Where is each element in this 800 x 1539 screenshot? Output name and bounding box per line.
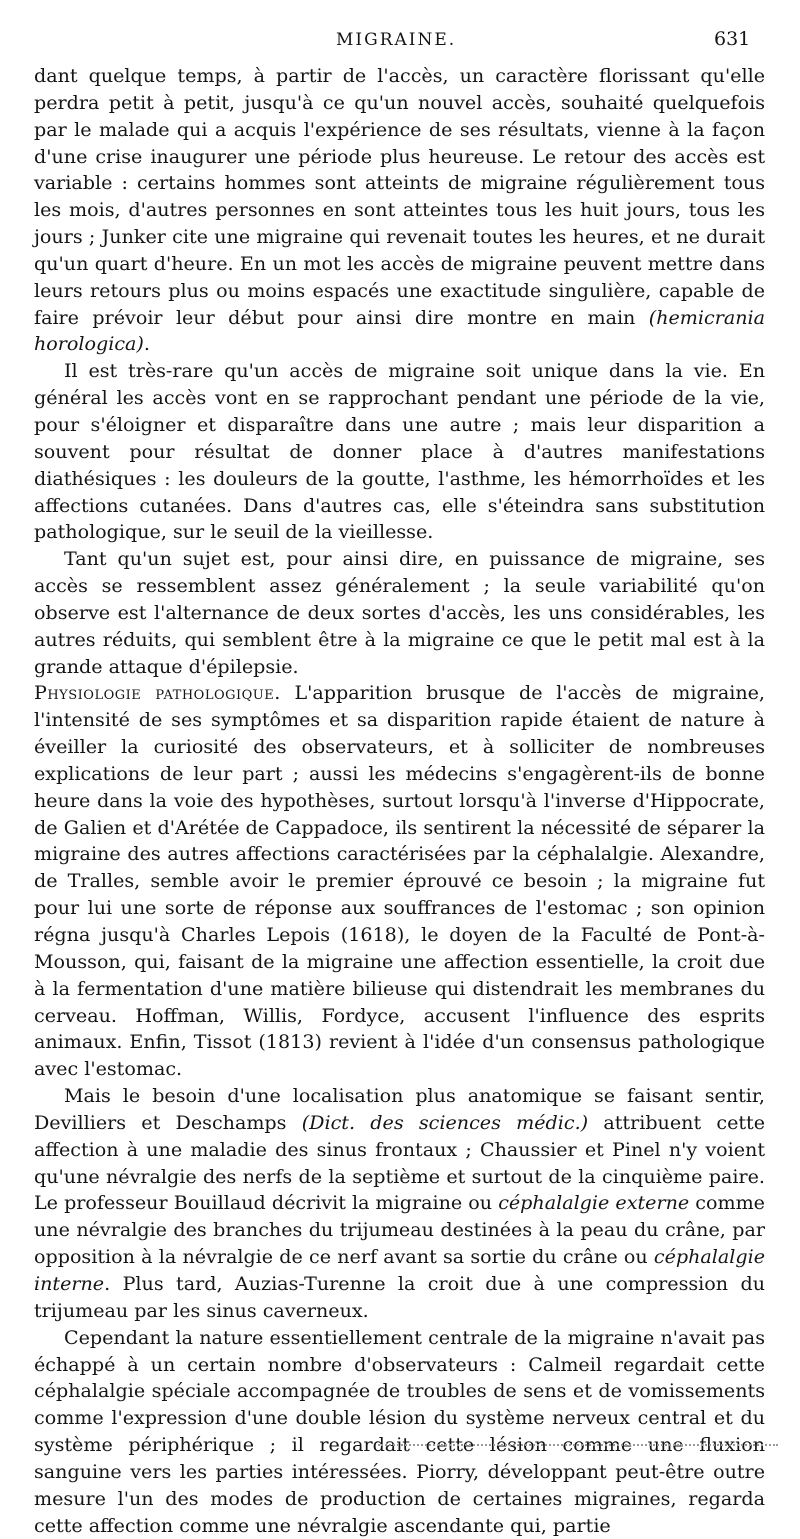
paragraph-5-italic-2: céphalalgie externe xyxy=(498,1191,690,1215)
section-heading: Physiologie pathologique. xyxy=(34,681,281,705)
paragraph-1 xyxy=(34,63,765,358)
footer-rule xyxy=(378,1444,778,1446)
paragraph-2: Il est très-rare qu'un accès de migraine soit unique dans la vie. En général les accès vont en se rapprochant pendant une période de la vie, pour s'éloigner et disparaître dans une autre ; mais leur disparition a souvent pour résultat de donner place à d'autres manifestations diathésiques : les douleurs de la goutte, l'asthme, les hémorrhoïdes et les affections cutanées. Dans d'autres cas, elle s'éteindra sans substitution pathologique, sur le seuil de la vieillesse. xyxy=(34,359,765,544)
paragraph-1-text: dant quelque temps, à partir de l'accès, un caractère florissant qu'elle perdra petit à petit, jusqu'à ce qu'un nouvel accès, souhaité quelquefois par le malade qui a acquis l'expérience de ses résultats, vienne à la façon d'une crise inaugurer une période plus heureuse. Le retour des accès est variable : certains hommes sont atteints de migraine régulièrement tous les mois, d'autres personnes en sont atteintes tous les huit jours, tous les jours ; Junker cite une migraine qui revenait toutes les heures, et ne durait qu'un quart d'heure. En un mot les accès de migraine peuvent mettre dans leurs retours plus ou moins espacés une exactitude singulière, capable de faire prévoir leur début pour ainsi dire montre en main xyxy=(34,64,765,329)
paragraph-5-italic-3: céphalalgie interne xyxy=(34,1245,765,1295)
paragraph-5-part-4: . Plus tard, Auzias-Turenne la croit due à une compression du trijumeau par les sinus caverneux. xyxy=(34,1271,765,1322)
paragraph-5-part-3: comme une névralgie des branches du trijumeau destinées à la peau du crâne, par opposition à la névralgie de ce nerf avant sa sortie du crâne ou xyxy=(34,1191,765,1269)
paragraph-4-text: L'apparition brusque de l'accès de migraine, l'intensité de ses symptômes et sa disparition rapide étaient de nature à éveiller la curiosité des observateurs, et à solliciter de nombreuses explications de leur part ; aussi les médecins s'engagèrent-ils de bonne heure dans la voie des hypothèses, surtout lorsqu'à l'inverse d'Hippocrate, de Galien et d'Arétée de Cappadoce, ils sentirent la nécessité de séparer la migraine des autres affections caractérisées par la céphalalgie. Alexandre, de Tralles, semble avoir le premier éprouvé ce besoin ; la migraine fut pour lui une sorte de réponse aux souffrances de l'estomac ; son opinion régna jusqu'à Charles Lepois (1618), le doyen de la Faculté de Pont-à-Mousson, qui, faisant de la migraine une affection essentielle, la croit due à la fermentation d'une matière bilieuse qui distendrait les membranes du cerveau. Hoffman, Willis, Fordyce, accusent l'influence des esprits animaux. Enfin, Tissot (1813) revient à l'idée d'un consensus pathologique avec l'estomac. xyxy=(34,681,765,1081)
paragraph-5 xyxy=(34,1083,765,1325)
running-title: MIGRAINE. xyxy=(336,30,457,50)
paragraph-1-tail: . xyxy=(143,332,150,356)
page-number: 631 xyxy=(714,28,751,50)
paragraph-5-part-1: Mais le besoin d'une localisation plus anatomique se faisant sentir, Devilliers et Deschamps xyxy=(34,1084,765,1134)
paragraph-3: Tant qu'un sujet est, pour ainsi dire, en puissance de migraine, ses accès se ressemblent assez généralement ; la seule variabilité qu'on observe est l'alternance de deux sortes d'accès, les uns considérables, les autres réduits, qui semblent être à la migraine ce que le petit mal est à la grande attaque d'épilepsie. xyxy=(34,547,765,678)
paragraph-4 xyxy=(34,680,765,1083)
running-header xyxy=(0,30,800,58)
paragraph-6: Cependant la nature essentiellement centrale de la migraine n'avait pas échappé à un certain nombre d'observateurs : Calmeil regardait cette céphalalgie spéciale accompagnée de troubles de sens et de vomissements comme l'expression d'une double lésion du système nerveux central et du système périphérique ; il regardait cette lésion comme une fluxion sanguine vers les parties intéressées. Piorry, développant peut-être outre mesure l'un des modes de production de certaines migraines, regarda cette affection comme une névralgie ascendante qui, partie xyxy=(34,1325,765,1537)
body-text xyxy=(34,63,765,1539)
paragraph-1-italic: (hemicrania horologica) xyxy=(34,305,765,356)
paragraph-5-part-2: attribuent cette affection à une maladie des sinus frontaux ; Chaussier et Pinel n'y voient qu'une névralgie des nerfs de la septième et surtout de la cinquième paire. Le professeur Bouillaud décrivit la migraine ou xyxy=(34,1110,766,1215)
paragraph-5-italic-1: (Dict. des sciences médic.) xyxy=(301,1110,589,1134)
